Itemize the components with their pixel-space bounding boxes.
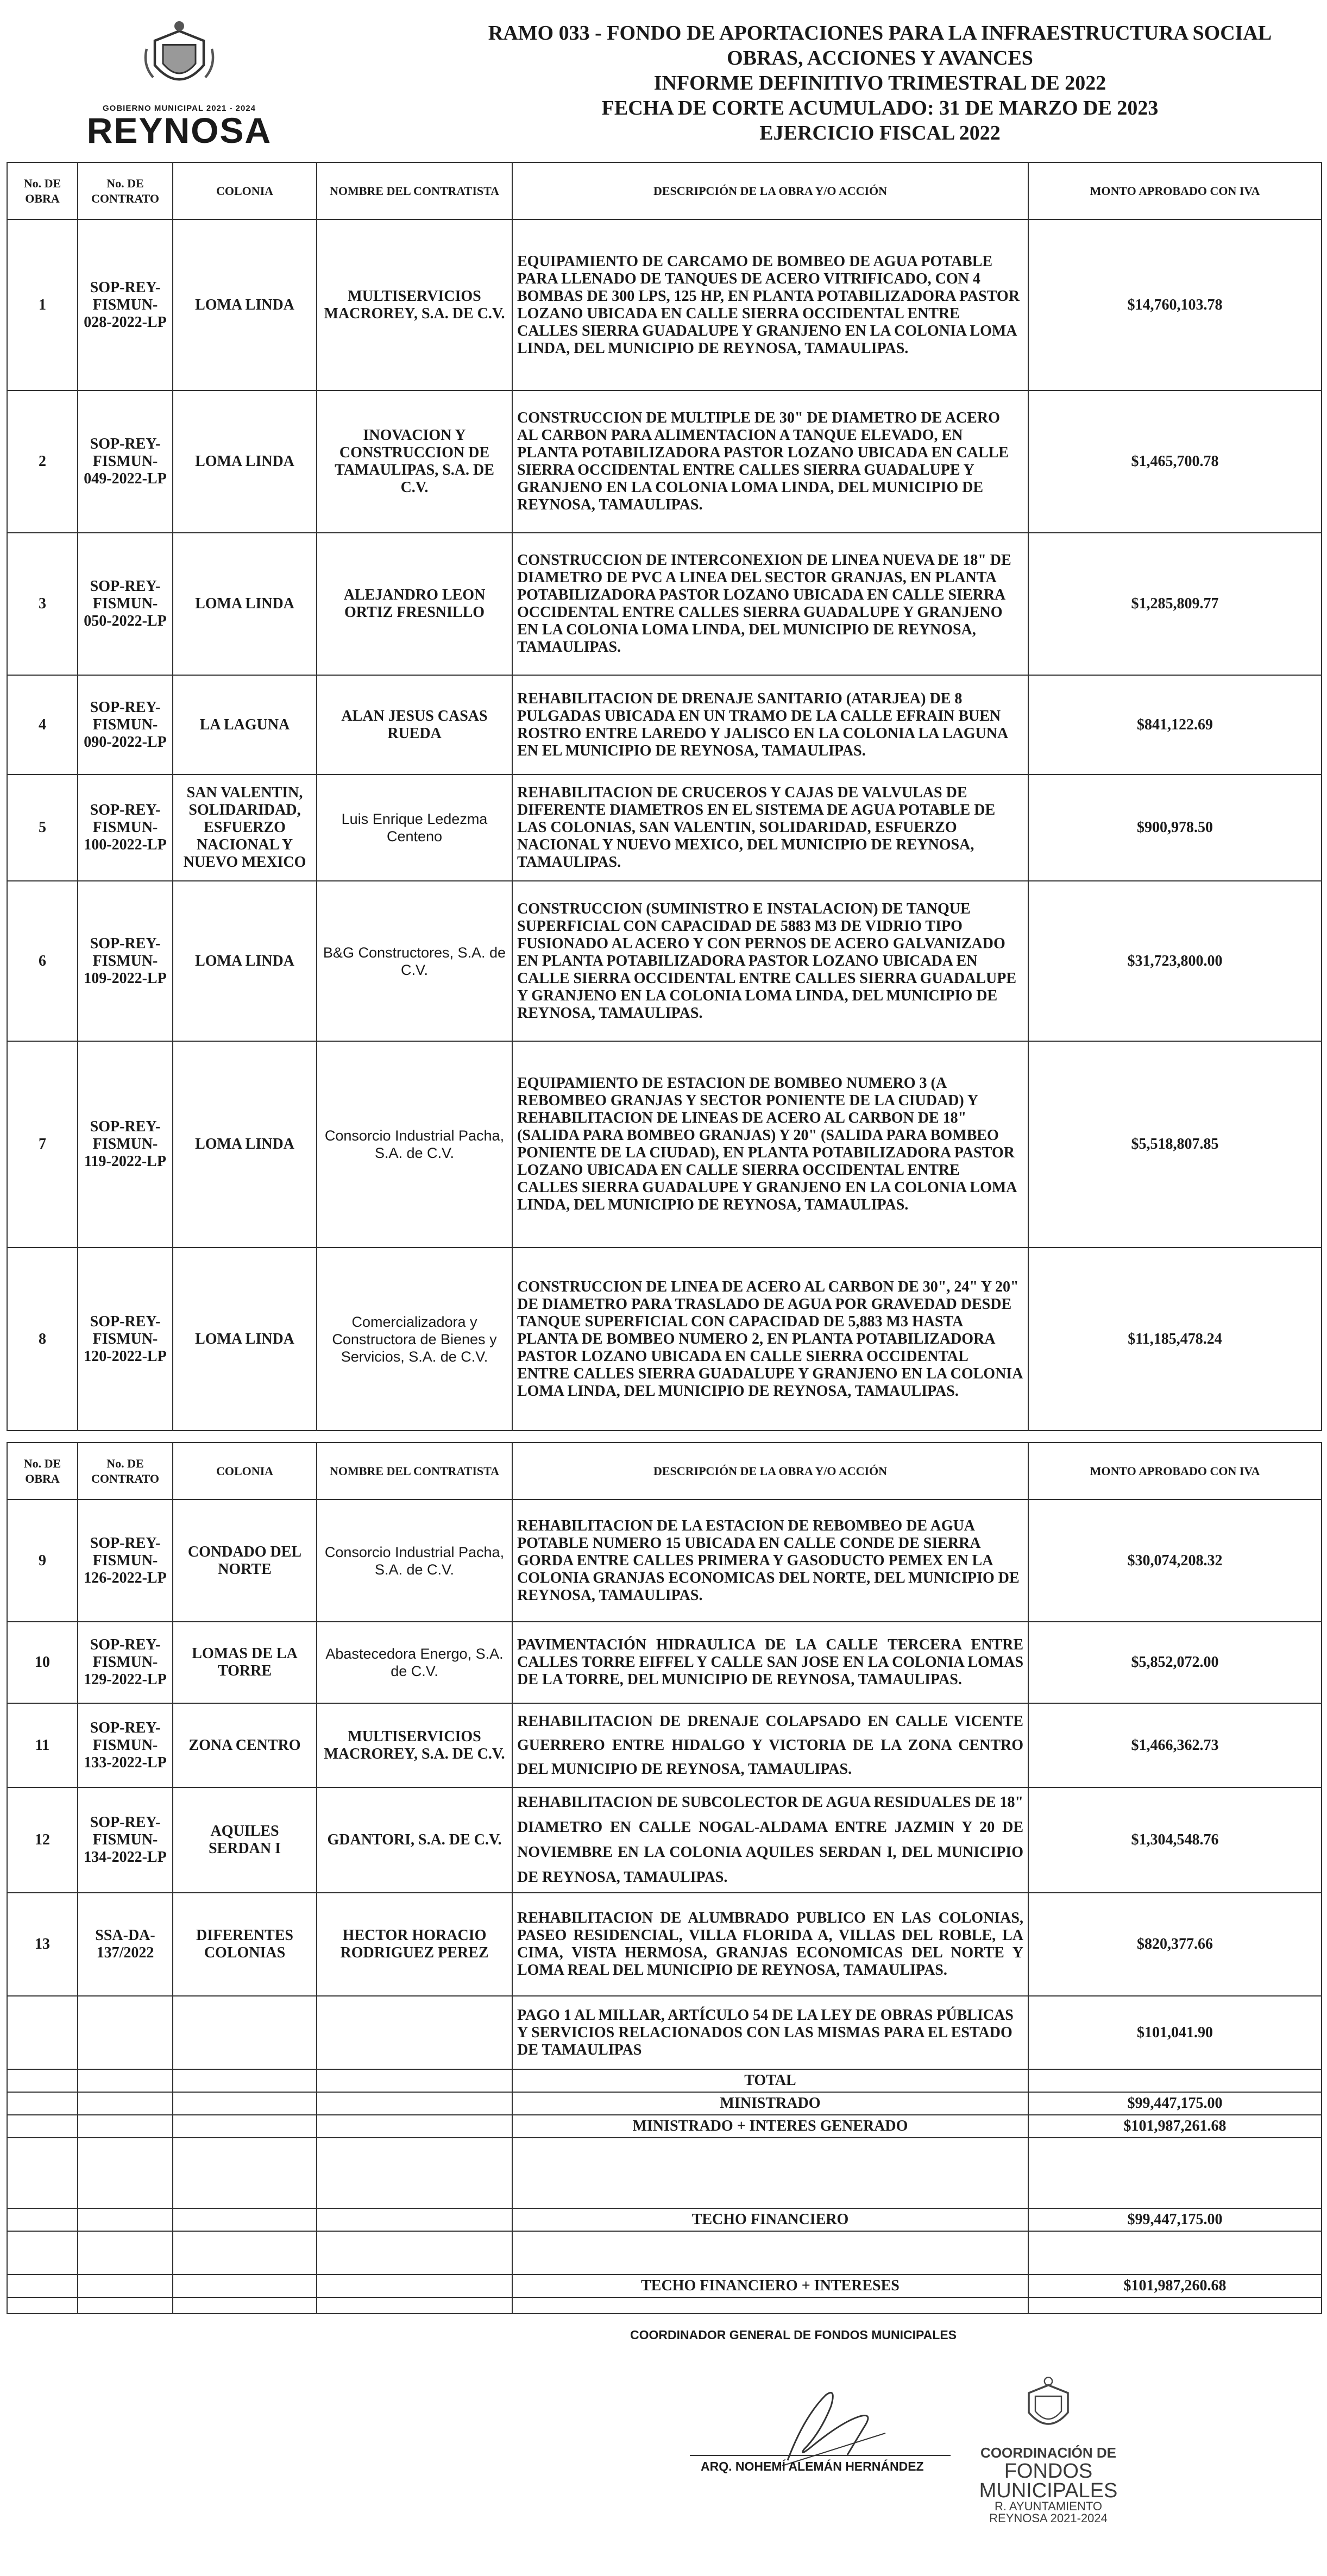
col-header-contratista: NOMBRE DEL CONTRATISTA: [317, 162, 512, 219]
header-line: INFORME DEFINITIVO TRIMESTRAL DE 2022: [653, 72, 1106, 95]
signature-line: [690, 2455, 951, 2456]
cell-contratista: HECTOR HORACIO RODRIGUEZ PEREZ: [317, 1893, 512, 1996]
cell-empty: [512, 2297, 1028, 2314]
cell-no: 4: [7, 675, 78, 774]
cell-descripcion: CONSTRUCCION DE INTERCONEXION DE LINEA NUEVA DE 18" DE DIAMETRO DE PVC A LINEA DEL SECTOR GRANJAS, EN PLANTA POTABILIZADORA PASTOR LOZANO UBICADA EN CALLE SIERRA OCCIDENTAL ENTRE CALLES SIERRA GUADALUPE Y GRANJENO EN LA COLONIA LOMA LINDA, DEL MUNICIPIO DE REYNOSA, TAMAULIPAS.: [512, 533, 1028, 675]
cell-colonia: LOMA LINDA: [173, 391, 317, 533]
cell-monto: $820,377.66: [1028, 1893, 1322, 1996]
blank-row: [7, 2297, 1322, 2314]
seal-crest-icon: [1016, 2373, 1081, 2439]
cell-monto: $900,978.50: [1028, 774, 1322, 881]
cell-contratista: ALAN JESUS CASAS RUEDA: [317, 675, 512, 774]
cell-empty: [78, 2275, 173, 2297]
cell-contratista: INOVACION Y CONSTRUCCION DE TAMAULIPAS, S.A. DE C.V.: [317, 391, 512, 533]
ministrado-interes-label: MINISTRADO + INTERES GENERADO: [512, 2115, 1028, 2138]
cell-empty: [7, 2115, 78, 2138]
seal-line: REYNOSA 2021-2024: [989, 2511, 1108, 2525]
cell-colonia: AQUILES SERDAN I: [173, 1787, 317, 1893]
techo-interes-label: TECHO FINANCIERO + INTERESES: [512, 2275, 1028, 2297]
techo-label: TECHO FINANCIERO: [512, 2208, 1028, 2231]
cell-contratista: MULTISERVICIOS MACROREY, S.A. DE C.V.: [317, 219, 512, 391]
cell-empty: [78, 2138, 173, 2208]
cell-empty: [173, 2115, 317, 2138]
table-row: [7, 774, 1322, 881]
ministrado-value: $99,447,175.00: [1028, 2092, 1322, 2115]
cell-colonia: CONDADO DEL NORTE: [173, 1500, 317, 1622]
cell-colonia: LOMA LINDA: [173, 881, 317, 1041]
cell-colonia: LOMA LINDA: [173, 533, 317, 675]
cell-empty: [7, 2069, 78, 2092]
cell-contrato: SOP-REY-FISMUN-133-2022-LP: [78, 1703, 173, 1787]
cell-empty: [173, 1996, 317, 2069]
cell-contrato: SSA-DA-137/2022: [78, 1893, 173, 1996]
cell-empty: [173, 2138, 317, 2208]
works-table-2: [7, 1442, 1322, 2314]
ministrado-row: [7, 2092, 1322, 2115]
cell-contrato: SOP-REY-FISMUN-109-2022-LP: [78, 881, 173, 1041]
table-row: [7, 533, 1322, 675]
cell-empty: [173, 2069, 317, 2092]
logo-caption: GOBIERNO MUNICIPAL 2021 - 2024: [102, 104, 256, 113]
table-row: [7, 1787, 1322, 1893]
col-header-contratista: NOMBRE DEL CONTRATISTA: [317, 1443, 512, 1500]
cell-monto: $1,466,362.73: [1028, 1703, 1322, 1787]
cell-empty: [1028, 2231, 1322, 2275]
header-line: OBRAS, ACCIONES Y AVANCES: [727, 47, 1033, 70]
cell-no: 1: [7, 219, 78, 391]
cell-empty: [1028, 2297, 1322, 2314]
cell-no: 8: [7, 1248, 78, 1431]
seal-line: COORDINACIÓN DE: [980, 2445, 1116, 2461]
cell-no: 9: [7, 1500, 78, 1622]
cell-empty: [78, 2069, 173, 2092]
header-line: RAMO 033 - FONDO DE APORTACIONES PARA LA INFRAESTRUCTURA SOCIAL: [488, 22, 1272, 45]
handwritten-signature: [766, 2384, 907, 2471]
cell-empty: [173, 2208, 317, 2231]
cell-contrato: SOP-REY-FISMUN-090-2022-LP: [78, 675, 173, 774]
cell-monto: $841,122.69: [1028, 675, 1322, 774]
seal-line: FONDOS: [1004, 2460, 1093, 2483]
logo-city: REYNOSA: [86, 110, 272, 150]
cell-colonia: ZONA CENTRO: [173, 1703, 317, 1787]
cell-empty: [1028, 2069, 1322, 2092]
table-row: [7, 1248, 1322, 1431]
col-header-monto: MONTO APROBADO CON IVA: [1028, 1443, 1322, 1500]
cell-contratista: B&G Constructores, S.A. de C.V.: [317, 881, 512, 1041]
ministrado-interes-value: $101,987,261.68: [1028, 2115, 1322, 2138]
seal-line: R. AYUNTAMIENTO: [994, 2499, 1103, 2513]
cell-colonia: LOMAS DE LA TORRE: [173, 1622, 317, 1703]
techo-value: $99,447,175.00: [1028, 2208, 1322, 2231]
cell-empty: [317, 2069, 512, 2092]
cell-no: 10: [7, 1622, 78, 1703]
cell-empty: [7, 2208, 78, 2231]
cell-contratista: Consorcio Industrial Pacha, S.A. de C.V.: [317, 1041, 512, 1248]
signer-role: COORDINADOR GENERAL DE FONDOS MUNICIPALES: [630, 2328, 957, 2342]
col-header-colonia: COLONIA: [173, 1443, 317, 1500]
table-header-row: [7, 162, 1322, 219]
cell-contrato: SOP-REY-FISMUN-119-2022-LP: [78, 1041, 173, 1248]
cell-no: 7: [7, 1041, 78, 1248]
table-row: [7, 219, 1322, 391]
pago-descripcion: PAGO 1 AL MILLAR, ARTÍCULO 54 DE LA LEY DE OBRAS PÚBLICAS Y SERVICIOS RELACIONADOS CON LAS MISMAS PARA EL ESTADO DE TAMAULIPAS: [512, 1996, 1028, 2069]
cell-empty: [173, 2275, 317, 2297]
total-row: [7, 2069, 1322, 2092]
blank-row: [7, 2231, 1322, 2275]
cell-empty: [78, 2092, 173, 2115]
total-label: TOTAL: [512, 2069, 1028, 2092]
cell-descripcion: CONSTRUCCION (SUMINISTRO E INSTALACION) DE TANQUE SUPERFICIAL CON CAPACIDAD DE 5883 M3 DE VIDRIO TIPO FUSIONADO AL ACERO Y CON PERNOS DE ACERO GALVANIZADO EN PLANTA POTABILIZADORA PASTOR LOZANO UBICADA EN CALLE SIERRA OCCIDENTAL ENTRE CALLES SIERRA GUADALUPE Y GRANJENO EN LA COLONIA LOMA LINDA, DEL MUNICIPIO DE REYNOSA, TAMAULIPAS.: [512, 881, 1028, 1041]
cell-contrato: SOP-REY-FISMUN-129-2022-LP: [78, 1622, 173, 1703]
table-row: [7, 1703, 1322, 1787]
cell-descripcion: REHABILITACION DE LA ESTACION DE REBOMBEO DE AGUA POTABLE NUMERO 15 UBICADA EN CALLE CONDE DE SIERRA GORDA ENTRE CALLES PRIMERA Y GASODUCTO PEMEX EN LA COLONIA GRANJAS ECONOMICAS DEL NORTE, DEL MUNICIPIO DE REYNOSA, TAMAULIPAS.: [512, 1500, 1028, 1622]
report-header: [445, 21, 1315, 146]
cell-empty: [7, 2231, 78, 2275]
table-row: [7, 1622, 1322, 1703]
cell-empty: [78, 2208, 173, 2231]
cell-monto: $5,852,072.00: [1028, 1622, 1322, 1703]
cell-empty: [173, 2297, 317, 2314]
col-header-contrato: No. DE CONTRATO: [78, 1443, 173, 1500]
cell-descripcion: PAVIMENTACIÓN HIDRAULICA DE LA CALLE TERCERA ENTRE CALLES TORRE EIFFEL Y CALLE SAN JOSE EN LA COLONIA LOMAS DE LA TORRE, DEL MUNICIPIO DE REYNOSA, TAMAULIPAS.: [512, 1622, 1028, 1703]
cell-descripcion: REHABILITACION DE ALUMBRADO PUBLICO EN LAS COLONIAS, PASEO RESIDENCIAL, VILLA FLORIDA A, VILLAS DEL ROBLE, LA CIMA, VISTA HERMOSA, GRANJAS ECONOMICAS DEL NORTE Y LOMA REAL DEL MUNICIPIO DE REYNOSA, TAMAULIPAS.: [512, 1893, 1028, 1996]
table-header-row: [7, 1443, 1322, 1500]
cell-empty: [317, 2275, 512, 2297]
cell-monto: $14,760,103.78: [1028, 219, 1322, 391]
cell-empty: [512, 2138, 1028, 2208]
header-line: FECHA DE CORTE ACUMULADO: 31 DE MARZO DE 2023: [601, 97, 1159, 119]
cell-colonia: LOMA LINDA: [173, 1248, 317, 1431]
ministrado-interes-row: [7, 2115, 1322, 2138]
cell-contrato: SOP-REY-FISMUN-049-2022-LP: [78, 391, 173, 533]
techo-row: [7, 2208, 1322, 2231]
cell-empty: [512, 2231, 1028, 2275]
techo-interes-value: $101,987,260.68: [1028, 2275, 1322, 2297]
cell-empty: [317, 2092, 512, 2115]
cell-empty: [1028, 2138, 1322, 2208]
cell-empty: [7, 1996, 78, 2069]
cell-monto: $31,723,800.00: [1028, 881, 1322, 1041]
cell-contratista: Luis Enrique Ledezma Centeno: [317, 774, 512, 881]
cell-monto: $1,304,548.76: [1028, 1787, 1322, 1893]
cell-contratista: GDANTORI, S.A. DE C.V.: [317, 1787, 512, 1893]
cell-contratista: ALEJANDRO LEON ORTIZ FRESNILLO: [317, 533, 512, 675]
cell-monto: $1,465,700.78: [1028, 391, 1322, 533]
table-row: [7, 1996, 1322, 2069]
cell-empty: [317, 2231, 512, 2275]
table-row: [7, 1500, 1322, 1622]
cell-contratista: MULTISERVICIOS MACROREY, S.A. DE C.V.: [317, 1703, 512, 1787]
cell-monto: $1,285,809.77: [1028, 533, 1322, 675]
table-row: [7, 1041, 1322, 1248]
cell-empty: [7, 2275, 78, 2297]
cell-empty: [317, 1996, 512, 2069]
municipal-logo: [76, 16, 282, 152]
cell-descripcion: EQUIPAMIENTO DE CARCAMO DE BOMBEO DE AGUA POTABLE PARA LLENADO DE TANQUES DE ACERO VITRIFICADO, CON 4 BOMBAS DE 300 LPS, 125 HP, EN PLANTA POTABILIZADORA PASTOR LOZANO UBICADA EN CALLE SIERRA OCCIDENTAL ENTRE CALLES SIERRA GUADALUPE Y GRANJENO EN LA COLONIA LOMA LINDA, DEL MUNICIPIO DE REYNOSA, TAMAULIPAS.: [512, 219, 1028, 391]
cell-empty: [317, 2115, 512, 2138]
cell-contratista: Comercializadora y Constructora de Bienes y Servicios, S.A. de C.V.: [317, 1248, 512, 1431]
cell-contrato: SOP-REY-FISMUN-100-2022-LP: [78, 774, 173, 881]
cell-contrato: SOP-REY-FISMUN-134-2022-LP: [78, 1787, 173, 1893]
techo-interes-row: [7, 2275, 1322, 2297]
cell-empty: [78, 2115, 173, 2138]
cell-colonia: LOMA LINDA: [173, 219, 317, 391]
cell-no: 13: [7, 1893, 78, 1996]
col-header-descripcion: DESCRIPCIÓN DE LA OBRA Y/O ACCIÓN: [512, 162, 1028, 219]
table-row: [7, 675, 1322, 774]
cell-monto: $30,074,208.32: [1028, 1500, 1322, 1622]
cell-no: 6: [7, 881, 78, 1041]
cell-empty: [7, 2297, 78, 2314]
cell-contrato: SOP-REY-FISMUN-126-2022-LP: [78, 1500, 173, 1622]
header-line: EJERCICIO FISCAL 2022: [759, 122, 1001, 144]
table-row: [7, 881, 1322, 1041]
cell-empty: [7, 2138, 78, 2208]
cell-no: 3: [7, 533, 78, 675]
ministrado-label: MINISTRADO: [512, 2092, 1028, 2115]
cell-colonia: DIFERENTES COLONIAS: [173, 1893, 317, 1996]
cell-descripcion: CONSTRUCCION DE MULTIPLE DE 30" DE DIAMETRO DE ACERO AL CARBON PARA ALIMENTACION A TANQUE ELEVADO, EN PLANTA POTABILIZADORA PASTOR LOZANO UBICADA EN CALLE SIERRA OCCIDENTAL ENTRE CALLES SIERRA GUADALUPE Y GRANJENO EN LA COLONIA LOMA LINDA, DEL MUNICIPIO DE REYNOSA, TAMAULIPAS.: [512, 391, 1028, 533]
cell-monto: $11,185,478.24: [1028, 1248, 1322, 1431]
cell-empty: [78, 2231, 173, 2275]
cell-colonia: LA LAGUNA: [173, 675, 317, 774]
works-table-1: [7, 162, 1322, 1431]
cell-empty: [173, 2092, 317, 2115]
table-row: [7, 391, 1322, 533]
cell-no: 12: [7, 1787, 78, 1893]
cell-no: 5: [7, 774, 78, 881]
seal-line: MUNICIPALES: [979, 2479, 1118, 2502]
cell-empty: [173, 2231, 317, 2275]
cell-descripcion: REHABILITACION DE SUBCOLECTOR DE AGUA RESIDUALES DE 18" DIAMETRO EN CALLE NOGAL-ALDAMA ENTRE JAZMIN Y 20 DE NOVIEMBRE EN LA COLONIA AQUILES SERDAN I, DEL MUNICIPIO DE REYNOSA, TAMAULIPAS.: [512, 1787, 1028, 1893]
cell-contratista: Consorcio Industrial Pacha, S.A. de C.V.: [317, 1500, 512, 1622]
cell-descripcion: REHABILITACION DE CRUCEROS Y CAJAS DE VALVULAS DE DIFERENTE DIAMETROS EN EL SISTEMA DE AGUA POTABLE DE LAS COLONIAS, SAN VALENTIN, SOLIDARIDAD, ESFUERZO NACIONAL Y NUEVO MEXICO, DEL MUNICIPIO DE REYNOSA, TAMAULIPAS.: [512, 774, 1028, 881]
cell-empty: [7, 2092, 78, 2115]
cell-empty: [317, 2138, 512, 2208]
col-header-no-obra: No. DE OBRA: [7, 1443, 78, 1500]
cell-contrato: SOP-REY-FISMUN-120-2022-LP: [78, 1248, 173, 1431]
cell-contrato: SOP-REY-FISMUN-028-2022-LP: [78, 219, 173, 391]
table-row: [7, 1893, 1322, 1996]
blank-row: [7, 2138, 1322, 2208]
col-header-colonia: COLONIA: [173, 162, 317, 219]
col-header-contrato: No. DE CONTRATO: [78, 162, 173, 219]
col-header-no-obra: No. DE OBRA: [7, 162, 78, 219]
signer-name: ARQ. NOHEMÍ ALEMÁN HERNÁNDEZ: [701, 2459, 924, 2473]
cell-empty: [78, 1996, 173, 2069]
cell-no: 2: [7, 391, 78, 533]
cell-colonia: LOMA LINDA: [173, 1041, 317, 1248]
col-header-descripcion: DESCRIPCIÓN DE LA OBRA Y/O ACCIÓN: [512, 1443, 1028, 1500]
cell-descripcion: CONSTRUCCION DE LINEA DE ACERO AL CARBON DE 30", 24" Y 20" DE DIAMETRO PARA TRASLADO DE AGUA POR GRAVEDAD DESDE TANQUE SUPERFICIAL CON CAPACIDAD DE 5,883 M3 HASTA PLANTA DE BOMBEO NUMERO 2, EN PLANTA POTABILIZADORA PASTOR LOZANO UBICADA EN CALLE SIERRA OCCIDENTAL ENTRE CALLES SIERRA GUADALUPE Y GRANJENO EN LA COLONIA LOMA LINDA, DEL MUNICIPIO DE REYNOSA, TAMAULIPAS.: [512, 1248, 1028, 1431]
cell-empty: [317, 2208, 512, 2231]
cell-monto: $5,518,807.85: [1028, 1041, 1322, 1248]
cell-colonia: SAN VALENTIN, SOLIDARIDAD, ESFUERZO NACIONAL Y NUEVO MEXICO: [173, 774, 317, 881]
official-seal: [945, 2373, 1152, 2574]
cell-descripcion: REHABILITACION DE DRENAJE COLAPSADO EN CALLE VICENTE GUERRERO ENTRE HIDALGO Y VICTORIA DE LA ZONA CENTRO DEL MUNICIPIO DE REYNOSA, TAMAULIPAS.: [512, 1703, 1028, 1787]
cell-descripcion: REHABILITACION DE DRENAJE SANITARIO (ATARJEA) DE 8 PULGADAS UBICADA EN UN TRAMO DE LA CALLE EFRAIN BUEN ROSTRO ENTRE LAREDO Y JALISCO EN LA COLONIA LA LAGUNA EN EL MUNICIPIO DE REYNOSA, TAMAULIPAS.: [512, 675, 1028, 774]
cell-contrato: SOP-REY-FISMUN-050-2022-LP: [78, 533, 173, 675]
coat-of-arms-icon: [139, 16, 220, 98]
col-header-monto: MONTO APROBADO CON IVA: [1028, 162, 1322, 219]
cell-descripcion: EQUIPAMIENTO DE ESTACION DE BOMBEO NUMERO 3 (A REBOMBEO GRANJAS Y SECTOR PONIENTE DE LA CIUDAD) Y REHABILITACION DE LINEAS DE ACERO AL CARBON DE 18" (SALIDA PARA BOMBEO GRANJAS) Y 20" (SALIDA PARA BOMBEO PONIENTE DE LA CIUDAD), EN PLANTA POTABILIZADORA PASTOR LOZANO UBICADA EN CALLE SIERRA OCCIDENTAL ENTRE CALLES SIERRA GUADALUPE Y GRANJENO EN LA COLONIA LOMA LINDA, DEL MUNICIPIO DE REYNOSA, TAMAULIPAS.: [512, 1041, 1028, 1248]
pago-monto: $101,041.90: [1028, 1996, 1322, 2069]
cell-contratista: Abastecedora Energo, S.A. de C.V.: [317, 1622, 512, 1703]
cell-empty: [317, 2297, 512, 2314]
cell-no: 11: [7, 1703, 78, 1787]
cell-empty: [78, 2297, 173, 2314]
